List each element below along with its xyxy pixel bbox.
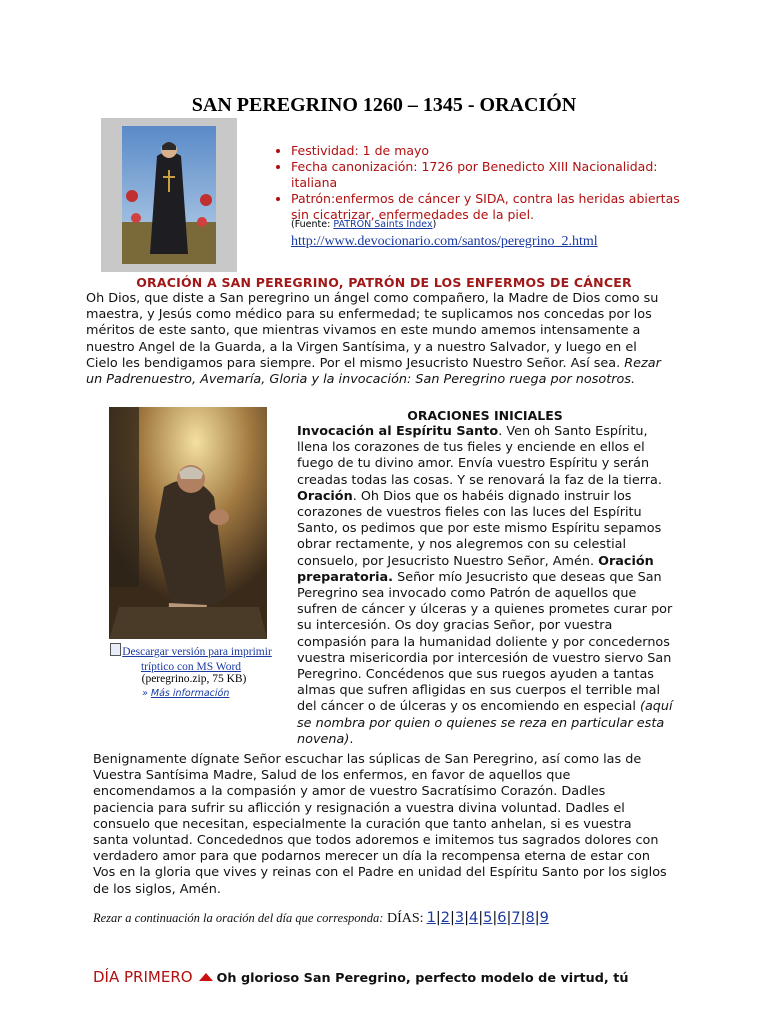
invocacion-title: Invocación al Espíritu Santo [297, 424, 499, 439]
dias-label: DÍAS: [383, 911, 424, 926]
fact-patron: • Patrón:enfermos de cáncer y SIDA, contra las heridas abiertas sin cicatrizar, enfermedades de la piel. [291, 191, 691, 223]
day-link-8[interactable]: 8 [525, 910, 535, 926]
day-link-4[interactable]: 4 [469, 910, 479, 926]
dia-primero-text: Oh glorioso San Peregrino, perfecto modelo de virtud, tú [216, 971, 629, 986]
iniciales-heading: ORACIONES INICIALES [407, 408, 563, 423]
oracion-body: . Oh Dios que os habéis dignado instruir los corazones de vuestros fieles con las luces del Espíritu Santo, os pedimos que por este mismo Espíritu sepamos obrar rectamente, y nos alegremos con su celestial consuelo, por Jesucristo Nuestro Señor, Amén. [297, 488, 662, 569]
more-info-link[interactable]: Más información [150, 688, 230, 699]
download-link-text[interactable]: Descargar versión para imprimir tríptico con MS Word [122, 646, 272, 673]
oracion-italic: Rezar un Padrenuestro, Avemaría, Gloria y la invocación: San Peregrino ruega por nosotros. [86, 355, 661, 388]
day-link-3[interactable]: 3 [454, 910, 465, 926]
source-note [291, 219, 436, 230]
document-icon [110, 643, 121, 656]
page-title: SAN PEREGRINO 1260 – 1345 - ORACIÓN [191, 94, 577, 116]
day-link-2[interactable]: 2 [440, 910, 451, 926]
invocacion-text: . Ven oh Santo Espíritu, llena los corazones de tus fieles y enciende en ellos el fuego de tu divino amor. Envía vuestro Espíritu y serán creadas todas las cosas. Y se renovará la faz de la tierra. [297, 424, 662, 488]
benignamente-paragraph: Benignamente dígnate Señor escuchar las súplicas de San Peregrino, así como las de Vuestra Santísima Madre, Salud de los enfermos, en favor de aquellos que encomendamos a la compasión y amor de vuestro Sacratísimo Corazón. Dadles paciencia para sufrir su aflicción y resignación a vuestra divina voluntad. Dadles el consuelo que necesitan, especialmente la curación que tanto anhelan, si es vuestra santa voluntad. Concedednos que todos adoremos e imitemos tus sagrados dolores con verdadero amor para que podarnos merecer un día la recompensa eterna de estar con Vos en la gloria que vives y reinas con el Padre en unidad del Espíritu Santo por los siglos de los siglos, Amén. [93, 752, 667, 897]
fact-canonizacion: • Fecha canonización: 1726 por Benedicto XIII Nacionalidad: italiana [291, 159, 691, 191]
oracion-paragraph [86, 291, 661, 388]
preparatoria-title: Oración preparatoria. [297, 553, 654, 585]
oracion-heading: ORACIÓN A SAN PEREGRINO, PATRÓN DE LOS ENFERMOS DE CÁNCER [136, 275, 632, 290]
rezar-line: Rezar a continuación la oración del día que corresponda: DÍAS: 1|2|3|4|5|6|7|8|9 [93, 910, 549, 926]
day-link-7[interactable]: 7 [511, 910, 521, 926]
more-info[interactable] [142, 688, 229, 699]
fact-festividad: • Festividad: 1 de mayo [291, 143, 691, 159]
preparatoria-text: Señor mío Jesucristo que deseas que San Peregrino sea invocado como Patrón de aquellos que sufren de cáncer y úlceras y a quienes prometes curar por su intercesión. Os doy gracias Señor, por vuestra compasión para la humanidad doliente y por concedernos vuestra misericordia por intercesión de vuestro siervo San Peregrino. Concédenos que sus ruegos ayuden a tantas almas que sufren afligidas en sus cuerpos el terrible mal del cáncer o de úlceras y os encomiendo en especial [297, 569, 673, 715]
dia-primero [93, 968, 628, 986]
preparatoria-italic: (aquí se nombra por quien o quienes se reza en particular esta novena) [297, 699, 673, 747]
facts-list [271, 143, 691, 223]
saint-portrait [101, 118, 237, 272]
day-link-6[interactable]: 6 [497, 910, 507, 926]
download-size: (peregrino.zip, 75 KB) [141, 673, 247, 685]
day-link-5[interactable]: 5 [483, 910, 493, 926]
source-suffix: ) [432, 219, 437, 230]
oracion-title: Oración [297, 488, 353, 504]
saint-portrait-image [122, 126, 216, 264]
saint-painting-image [109, 407, 267, 639]
dia-primero-label: DÍA PRIMERO [93, 968, 193, 986]
preparatoria-end: . [349, 731, 354, 747]
devocionario-link[interactable]: http://www.devocionario.com/santos/peregrino_2.html [291, 234, 598, 249]
day-link-9[interactable]: 9 [539, 910, 549, 926]
rezar-text: Rezar a continuación la oración del día que corresponda: [93, 911, 384, 925]
source-link[interactable]: PATRÓN Saints Index [333, 219, 433, 230]
source-prefix: (Fuente: [291, 219, 334, 230]
download-link[interactable] [99, 643, 283, 675]
up-arrow-icon[interactable] [199, 973, 213, 981]
iniciales-paragraph [297, 424, 675, 748]
more-info-prefix: » [142, 688, 151, 699]
day-link-1[interactable]: 1 [426, 910, 436, 926]
oracion-text: Oh Dios, que diste a San peregrino un ángel como compañero, la Madre de Dios como su maestra, y Jesús como médico para su enfermedad; te suplicamos nos concedas por los méritos de este santo, que mientras vivamos en este mundo amemos intensamente a nuestro Angel de la Guarda, a la Virgen Santísima, y a nuestro Salvador, y luego en el Cielo les bendigamos para siempre. Por el mismo Jesucristo Nuestro Señor. Así sea. [86, 291, 659, 371]
